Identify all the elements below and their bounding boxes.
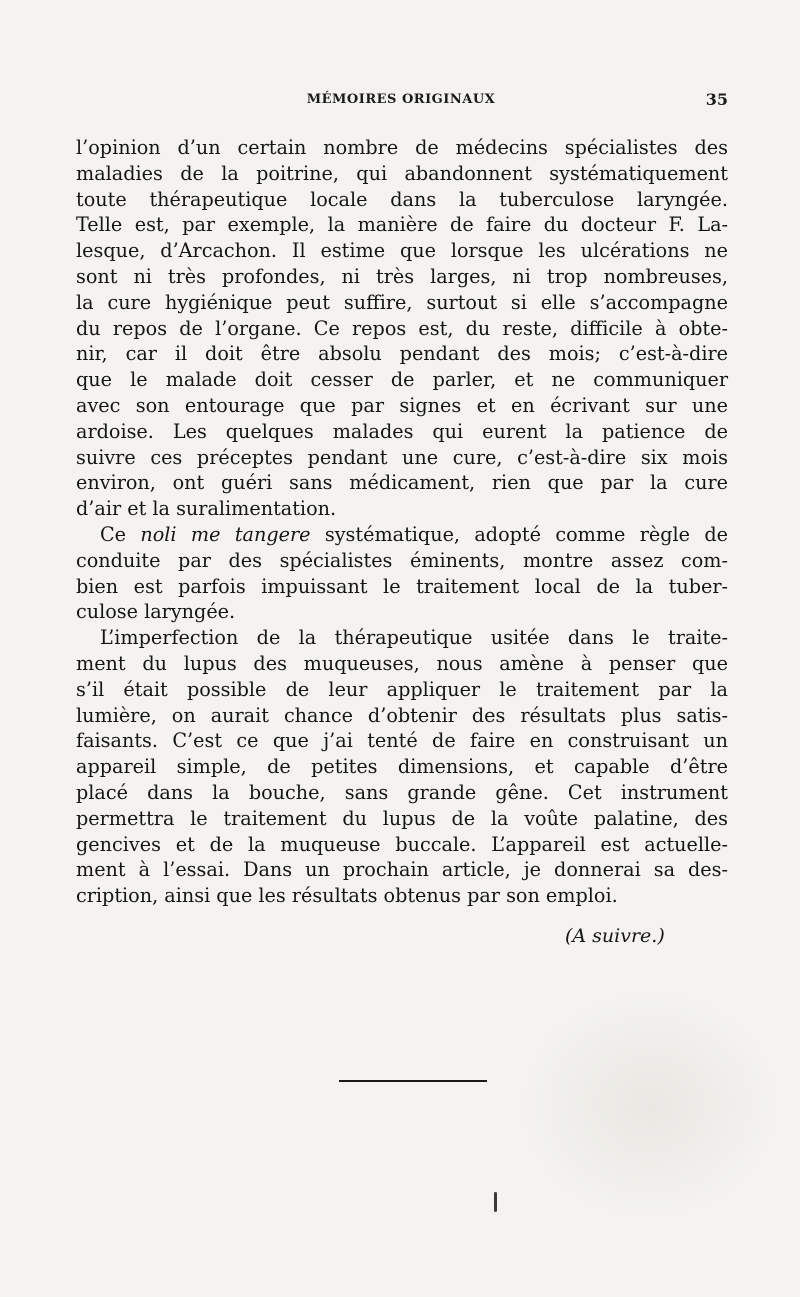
text-line: suivre ces préceptes pendant une cure, c’est-à-dire six mois	[76, 445, 728, 469]
paragraph-3	[76, 625, 728, 909]
text-line: culose laryngée.	[76, 600, 236, 624]
text-line: la cure hygiénique peut suffire, surtout si elle s’accompagne	[76, 290, 728, 314]
text-line: lesque, d’Arcachon. Il estime que lorsque les ulcérations ne	[76, 239, 728, 263]
text-line: lumière, on aurait chance d’obtenir des résultats plus satis-	[76, 703, 728, 727]
text-line: du repos de l’organe. Ce repos est, du reste, difficile à obte-	[76, 316, 728, 340]
text-line: toute thérapeutique locale dans la tuberculose laryngée.	[76, 187, 728, 211]
text-line: ardoise. Les quelques malades qui eurent la patience de	[76, 419, 728, 443]
text-line	[76, 522, 728, 548]
text-fragment: Ce	[100, 522, 141, 546]
text-line: permettra le traitement du lupus de la voûte palatine, des	[76, 806, 728, 830]
text-line: nir, car il doit être absolu pendant des mois; c’est-à-dire	[76, 342, 728, 366]
text-line: cription, ainsi que les résultats obtenus par son emploi.	[76, 884, 618, 908]
text-line: sont ni très profondes, ni très larges, ni trop nombreuses,	[76, 264, 728, 288]
section-rule	[339, 1080, 487, 1082]
text-line: ment à l’essai. Dans un prochain article, je donnerai sa des-	[76, 858, 728, 882]
show-through-stain	[520, 990, 780, 1220]
text-line: maladies de la poitrine, qui abandonnent systématiquement	[76, 161, 728, 185]
paragraph-2	[76, 522, 728, 625]
italic-phrase: noli me tangere	[140, 522, 311, 546]
text-line: avec son entourage que par signes et en écrivant sur une	[76, 393, 728, 417]
text-line: environ, ont guéri sans médicament, rien que par la cure	[76, 471, 728, 495]
ink-speck	[494, 1192, 497, 1212]
text-line: L’imperfection de la thérapeutique usitée dans le traite-	[100, 626, 728, 650]
text-line: appareil simple, de petites dimensions, et capable d’être	[76, 755, 728, 779]
continuation-note: (A suivre.)	[565, 925, 665, 947]
text-line: bien est parfois impuissant le traitement local de la tuber-	[76, 574, 728, 598]
text-line: que le malade doit cesser de parler, et ne communiquer	[76, 368, 728, 392]
text-line: gencives et de la muqueuse buccale. L’appareil est actuelle-	[76, 832, 728, 856]
page-number: 35	[705, 90, 728, 109]
text-line: placé dans la bouche, sans grande gêne. Cet instrument	[76, 780, 728, 804]
text-line: ment du lupus des muqueuses, nous amène à penser que	[76, 651, 728, 675]
text-line: d’air et la suralimentation.	[76, 497, 337, 521]
header-title: MÉMOIRES ORIGINAUX	[306, 92, 496, 107]
body-text	[76, 135, 728, 909]
paragraph-1	[76, 135, 728, 522]
text-line: Telle est, par exemple, la manière de faire du docteur F. La-	[76, 213, 728, 237]
text-line: conduite par des spécialistes éminents, montre assez com-	[76, 548, 728, 572]
running-header	[76, 88, 726, 116]
text-line: faisants. C’est ce que j’ai tenté de faire en construisant un	[76, 729, 728, 753]
text-line: l’opinion d’un certain nombre de médecins spécialistes des	[76, 136, 728, 159]
text-fragment: systématique, adopté comme règle de	[310, 522, 729, 546]
text-line: s’il était possible de leur appliquer le traitement par la	[76, 677, 728, 701]
